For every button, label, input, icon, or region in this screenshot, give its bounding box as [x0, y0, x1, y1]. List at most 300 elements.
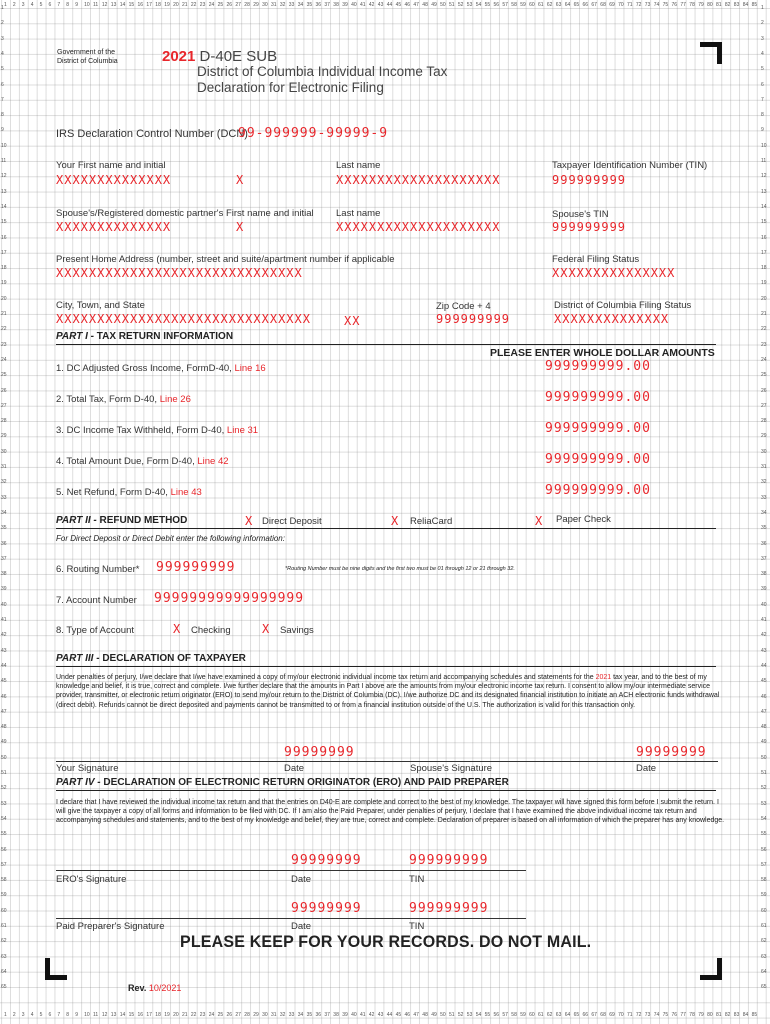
- ruler-number: 74: [653, 1012, 660, 1018]
- ruler-number: 3: [1, 35, 4, 42]
- spouse-last-name-label: Last name: [336, 208, 381, 219]
- ruler-number: 1: [4, 2, 7, 8]
- ruler-number: 14: [119, 1012, 126, 1018]
- ruler-number: 57: [1, 861, 7, 868]
- ruler-number: 6: [48, 2, 52, 8]
- ruler-number: 20: [173, 2, 179, 8]
- ero-date-value[interactable]: 99999999: [291, 853, 362, 868]
- ruler-number: 39: [1, 586, 7, 593]
- ruler-number: 45: [395, 1012, 402, 1018]
- taxpayer-signature-line: [56, 761, 718, 762]
- ruler-number: 20: [173, 1012, 179, 1018]
- account-type-label: 8. Type of Account: [56, 625, 134, 636]
- ruler-number: 82: [724, 2, 731, 8]
- state-value[interactable]: XX: [344, 314, 361, 328]
- ruler-number: 15: [128, 2, 135, 8]
- ruler-number: 51: [1, 770, 7, 776]
- ruler-number: 22: [1, 326, 7, 333]
- ruler-number: 8: [66, 2, 70, 8]
- ruler-number: 13: [1, 188, 7, 195]
- preparer-date-value[interactable]: 99999999: [291, 901, 362, 916]
- ruler-number: 13: [761, 188, 767, 195]
- ruler-number: 1: [761, 5, 764, 11]
- ruler-number: 42: [761, 632, 767, 639]
- spouse-date-value[interactable]: 99999999: [636, 745, 707, 760]
- ruler-number: 41: [360, 1012, 366, 1018]
- ruler-number: 29: [761, 433, 767, 440]
- ruler-number: 37: [761, 555, 767, 562]
- ruler-number: 34: [297, 1012, 304, 1018]
- ruler-number: 3: [21, 1012, 25, 1018]
- ruler-number: 8: [1, 112, 4, 119]
- dc-status-value[interactable]: XXXXXXXXXXXXXX: [554, 312, 670, 326]
- tin-label: Taxpayer Identification Number (TIN): [552, 160, 708, 171]
- ruler-number: 25: [217, 1012, 224, 1018]
- ruler-number: 65: [1, 984, 7, 991]
- ruler-number: 39: [342, 2, 348, 8]
- line5-label: [56, 487, 202, 498]
- ruler-number: 46: [404, 2, 411, 8]
- ruler-number: 38: [333, 2, 339, 8]
- last-name-value[interactable]: XXXXXXXXXXXXXXXXXXXX: [336, 173, 501, 187]
- ero-date-label: Date: [291, 874, 312, 885]
- ruler-number: 5: [761, 66, 764, 73]
- ruler-number: 53: [466, 2, 473, 8]
- account-value[interactable]: 99999999999999999: [154, 591, 305, 606]
- form-year: 2021: [162, 48, 196, 65]
- ruler-number: 65: [573, 2, 580, 8]
- ruler-number: 47: [761, 708, 767, 715]
- ruler-number: 83: [733, 1012, 740, 1018]
- records-notice: PLEASE KEEP FOR YOUR RECORDS. DO NOT MAIL.: [180, 932, 592, 951]
- ruler-number: 34: [297, 2, 304, 8]
- ruler-number: 10: [1, 142, 7, 149]
- ruler-number: 24: [761, 356, 767, 363]
- ruler-number: 51: [449, 2, 455, 8]
- zip-label: Zip Code + 4: [436, 301, 491, 312]
- city-value[interactable]: XXXXXXXXXXXXXXXXXXXXXXXXXXXXXXX: [56, 312, 311, 326]
- ruler-number: 62: [1, 938, 7, 945]
- dcn-value[interactable]: 99-999999-99999-9: [238, 126, 389, 141]
- ruler-number: 26: [226, 1012, 233, 1018]
- ruler-number: 83: [733, 2, 740, 8]
- ruler-number: 33: [288, 1012, 295, 1018]
- part2-title: REFUND METHOD: [99, 515, 188, 526]
- line4-ref: Line 42: [197, 456, 229, 467]
- federal-status-value[interactable]: XXXXXXXXXXXXXXX: [552, 266, 676, 280]
- ruler-number: 7: [57, 1012, 61, 1018]
- ruler-number: 1: [4, 1012, 7, 1018]
- zip-value[interactable]: 999999999: [436, 312, 511, 326]
- line5-value[interactable]: 999999999.00: [545, 483, 651, 498]
- line4-number: 4.: [56, 456, 64, 467]
- line3-value[interactable]: 999999999.00: [545, 421, 651, 436]
- ruler-number: 40: [351, 2, 357, 8]
- ruler-number: 59: [520, 2, 526, 8]
- ruler-number: 69: [609, 2, 615, 8]
- revision-value: 10/2021: [148, 983, 182, 993]
- ruler-number: 39: [342, 1012, 348, 1018]
- ruler-number: 80: [707, 2, 713, 8]
- line2-label: [56, 394, 191, 405]
- ruler-number: 18: [155, 1012, 161, 1018]
- ruler-number: 40: [351, 1012, 357, 1018]
- ruler-number: 24: [208, 2, 215, 8]
- ruler-number: 36: [1, 540, 7, 547]
- ruler-number: 19: [761, 280, 767, 287]
- ruler-number: 21: [182, 1012, 188, 1018]
- ruler-number: 49: [761, 739, 767, 746]
- ruler-number: 24: [1, 356, 7, 363]
- ruler-number: 62: [761, 938, 767, 945]
- ruler-number: 5: [1, 66, 4, 73]
- spouse-tin-label: Spouse's TIN: [552, 209, 609, 220]
- ruler-number: 81: [716, 1012, 722, 1018]
- ruler-number: 56: [1, 846, 7, 853]
- agency-line-2: District of Columbia: [57, 58, 118, 65]
- ruler-number: 16: [137, 2, 144, 8]
- ruler-number: 61: [1, 923, 7, 929]
- ruler-number: 4: [30, 1012, 34, 1018]
- ruler-number: 25: [217, 2, 224, 8]
- ruler-number: 42: [368, 2, 375, 8]
- ruler-number: 44: [1, 662, 7, 669]
- line1-value[interactable]: 999999999.00: [545, 359, 651, 374]
- ruler-number: 65: [573, 1012, 580, 1018]
- preparer-signature-line: [56, 918, 526, 919]
- reliacard-label: ReliaCard: [410, 516, 453, 527]
- part3-rule: [56, 666, 716, 667]
- line3-ref: Line 31: [226, 425, 259, 436]
- first-name-value[interactable]: XXXXXXXXXXXXXX: [56, 173, 172, 187]
- ruler-number: 54: [475, 1012, 482, 1018]
- ruler-number: 31: [271, 1012, 277, 1018]
- paper-check-mark[interactable]: X: [535, 514, 544, 528]
- declaration-text-b: tax year, and to the best of my knowledge and belief, it is true, correct and complete. I/we further declare that the amounts in Part I above are the amounts from my/our electronic income tax return. I consent to allow my/our intermediate service provider, transmitter, or electronic return originator (ERO) to send my/our return to the District of Columbia (DC). I/we authorize DC and its designated financial institution to initiate an ACH electronic funds withdrawal (direct debit). Refunds cannot be direct deposited and payments cannot be transmitted to or from a financial institution outside of the U.S. The authorization is valid for this transaction only.: [56, 674, 720, 709]
- ruler-number: 10: [84, 2, 90, 8]
- ruler-number: 48: [422, 2, 428, 8]
- ruler-number: 2: [12, 2, 16, 8]
- ruler-number: 77: [680, 2, 686, 8]
- ruler-number: 16: [137, 1012, 144, 1018]
- your-signature-label: Your Signature: [56, 763, 119, 774]
- ruler-number: 31: [761, 464, 767, 470]
- ruler-number: 74: [653, 2, 660, 8]
- address-label: Present Home Address (number, street and suite/apartment number if applicable: [56, 254, 395, 265]
- ruler-number: 17: [146, 2, 152, 8]
- ruler-number: 14: [761, 203, 767, 210]
- spouse-last-name-value[interactable]: XXXXXXXXXXXXXXXXXXXX: [336, 220, 501, 234]
- ruler-number: 85: [751, 2, 758, 8]
- address-value[interactable]: XXXXXXXXXXXXXXXXXXXXXXXXXXXXXX: [56, 266, 303, 280]
- ruler-number: 67: [591, 1012, 597, 1018]
- ruler-number: 36: [315, 1012, 322, 1018]
- paper-check-label: Paper Check: [556, 514, 611, 525]
- reliacard-mark[interactable]: X: [391, 514, 400, 528]
- ruler-number: 46: [761, 693, 767, 700]
- part3-number: PART III -: [56, 653, 100, 664]
- line5-number: 5.: [56, 487, 64, 498]
- ruler-number: 23: [199, 1012, 206, 1018]
- ruler-number: 19: [164, 2, 170, 8]
- checking-label: Checking: [191, 625, 231, 636]
- ruler-number: 28: [244, 1012, 250, 1018]
- ruler-number: 77: [680, 1012, 686, 1018]
- ruler-number: 26: [226, 2, 233, 8]
- ruler-number: 47: [1, 708, 7, 715]
- ruler-number: 36: [315, 2, 322, 8]
- ruler-number: 45: [395, 2, 402, 8]
- ruler-number: 27: [235, 2, 241, 8]
- ruler-number: 76: [671, 2, 678, 8]
- ruler-number: 27: [235, 1012, 241, 1018]
- line4-text: Total Amount Due, Form D-40,: [66, 456, 195, 467]
- ruler-number: 13: [110, 1012, 117, 1018]
- tin-value[interactable]: 999999999: [552, 173, 627, 187]
- ruler-number: 85: [751, 1012, 758, 1018]
- routing-label: 6. Routing Number*: [56, 564, 140, 575]
- line4-value[interactable]: 999999999.00: [545, 452, 651, 467]
- preparer-date-label: Date: [291, 921, 312, 932]
- line2-value[interactable]: 999999999.00: [545, 390, 651, 405]
- direct-deposit-mark[interactable]: X: [245, 514, 254, 528]
- part4-title: DECLARATION OF ELECTRONIC RETURN ORIGINATOR (ERO) AND PAID PREPARER: [103, 777, 509, 788]
- ruler-number: 21: [1, 311, 7, 317]
- ruler-number: 54: [761, 815, 767, 822]
- ruler-number: 30: [1, 448, 7, 455]
- ruler-number: 19: [1, 280, 7, 287]
- ruler-number: 56: [761, 846, 767, 853]
- line2-number: 2.: [56, 394, 64, 405]
- ruler-number: 41: [1, 617, 7, 623]
- ruler-number: 43: [377, 1012, 384, 1018]
- ruler-number: 64: [1, 968, 7, 975]
- ruler-number: 5: [39, 2, 43, 8]
- ruler-number: 12: [1, 173, 7, 180]
- ruler-number: 29: [253, 1012, 259, 1018]
- ruler-number: 25: [1, 372, 7, 379]
- ruler-number: 19: [164, 1012, 170, 1018]
- ruler-number: 66: [582, 1012, 589, 1018]
- line3-label: [56, 425, 258, 436]
- ruler-number: 25: [761, 372, 767, 379]
- left-ruler: [1, 0, 11, 1024]
- ruler-number: 49: [1, 739, 7, 746]
- revision: [128, 983, 181, 993]
- ruler-number: 45: [761, 678, 767, 685]
- ruler-number: 42: [368, 1012, 375, 1018]
- ruler-number: 4: [30, 2, 34, 8]
- part1-number: PART I -: [56, 331, 94, 342]
- ruler-number: 21: [182, 2, 188, 8]
- last-name-label: Last name: [336, 160, 381, 171]
- ruler-number: 59: [1, 892, 7, 899]
- ruler-number: 16: [761, 234, 767, 241]
- ruler-number: 32: [279, 1012, 286, 1018]
- ruler-number: 41: [761, 617, 767, 623]
- ruler-number: 35: [1, 525, 7, 532]
- ruler-number: 3: [21, 2, 25, 8]
- ruler-number: 58: [511, 2, 517, 8]
- line1-label: [56, 363, 266, 374]
- ruler-number: 47: [413, 1012, 419, 1018]
- ruler-number: 12: [101, 1012, 108, 1018]
- deposit-instruction: For Direct Deposit or Direct Debit enter the following information:: [56, 534, 285, 543]
- ruler-number: 9: [75, 2, 78, 8]
- corner-mark-top-right: [700, 42, 722, 64]
- ruler-number: 44: [386, 1012, 393, 1018]
- ruler-number: 42: [1, 632, 7, 639]
- ruler-number: 72: [635, 1012, 642, 1018]
- ruler-number: 18: [761, 265, 767, 272]
- ruler-number: 6: [1, 81, 4, 88]
- ruler-number: 51: [761, 770, 767, 776]
- ruler-number: 62: [546, 1012, 553, 1018]
- ruler-number: 28: [1, 418, 7, 425]
- ero-tin-value[interactable]: 999999999: [409, 853, 489, 868]
- ruler-number: 72: [635, 2, 642, 8]
- ruler-number: 9: [761, 127, 764, 134]
- revision-label: Rev.: [128, 983, 147, 993]
- ruler-number: 63: [555, 1012, 562, 1018]
- ruler-number: 7: [761, 96, 764, 103]
- ruler-number: 79: [698, 2, 704, 8]
- ruler-number: 58: [1, 877, 7, 884]
- ruler-number: 75: [662, 1012, 669, 1018]
- ruler-number: 67: [591, 2, 597, 8]
- ruler-number: 62: [546, 2, 553, 8]
- part3-header: [56, 653, 246, 664]
- federal-status-label: Federal Filing Status: [552, 254, 640, 265]
- ruler-number: 30: [761, 448, 767, 455]
- ruler-number: 4: [761, 50, 764, 57]
- ruler-number: 41: [360, 2, 366, 8]
- account-label: 7. Account Number: [56, 595, 137, 606]
- ruler-number: 36: [761, 540, 767, 547]
- ruler-number: 73: [644, 2, 651, 8]
- routing-value[interactable]: 999999999: [156, 560, 236, 575]
- ruler-number: 54: [475, 2, 482, 8]
- ero-signature-line: [56, 870, 526, 871]
- ruler-number: 27: [761, 402, 767, 409]
- ruler-number: 18: [1, 265, 7, 272]
- ruler-number: 48: [422, 1012, 428, 1018]
- ruler-number: 38: [1, 571, 7, 578]
- ruler-number: 28: [244, 2, 250, 8]
- spouse-initial-value[interactable]: X: [236, 220, 245, 234]
- ruler-number: 40: [1, 601, 7, 608]
- ruler-number: 27: [1, 402, 7, 409]
- taxpayer-declaration-text: [56, 673, 728, 710]
- ruler-number: 21: [761, 311, 767, 317]
- ruler-number: 55: [484, 1012, 491, 1018]
- ruler-number: 5: [39, 1012, 43, 1018]
- ruler-number: 70: [618, 2, 624, 8]
- ruler-number: 13: [110, 2, 117, 8]
- ruler-number: 24: [208, 1012, 215, 1018]
- ruler-number: 55: [761, 831, 767, 838]
- ruler-number: 30: [262, 2, 268, 8]
- ruler-number: 34: [761, 509, 767, 516]
- ruler-number: 7: [57, 2, 61, 8]
- ruler-number: 52: [1, 785, 7, 792]
- ero-tin-label: TIN: [409, 874, 425, 885]
- ruler-number: 48: [1, 724, 7, 731]
- bottom-ruler: [0, 1012, 770, 1022]
- ruler-number: 51: [449, 1012, 455, 1018]
- ruler-number: 23: [199, 2, 206, 8]
- ruler-number: 6: [761, 81, 764, 88]
- ruler-number: 60: [1, 907, 7, 914]
- spouse-first-name-value[interactable]: XXXXXXXXXXXXXX: [56, 220, 172, 234]
- ruler-number: 35: [306, 2, 313, 8]
- ruler-number: 37: [1, 555, 7, 562]
- ruler-number: 48: [761, 724, 767, 731]
- ruler-number: 64: [761, 968, 767, 975]
- ruler-number: 54: [1, 815, 7, 822]
- ruler-number: 49: [431, 2, 437, 8]
- part4-number: PART IV -: [56, 777, 101, 788]
- ruler-number: 30: [262, 1012, 268, 1018]
- ruler-number: 80: [707, 1012, 713, 1018]
- spouse-first-name-label: Spouse's/Registered domestic partner's First name and initial: [56, 208, 314, 219]
- ruler-number: 63: [1, 953, 7, 960]
- ruler-number: 61: [538, 2, 544, 8]
- ruler-number: 38: [761, 571, 767, 578]
- ruler-number: 38: [333, 1012, 339, 1018]
- ruler-number: 8: [761, 112, 764, 119]
- ruler-number: 50: [440, 1012, 446, 1018]
- ero-signature-label: ERO's Signature: [56, 874, 127, 885]
- ruler-number: 61: [761, 923, 767, 929]
- savings-mark[interactable]: X: [262, 622, 271, 636]
- ruler-number: 58: [761, 877, 767, 884]
- part3-title: DECLARATION OF TAXPAYER: [102, 653, 246, 664]
- checking-mark[interactable]: X: [173, 622, 182, 636]
- ruler-number: 64: [564, 1012, 571, 1018]
- corner-mark-bottom-right: [700, 958, 722, 980]
- ruler-number: 15: [1, 219, 7, 226]
- your-date-label: Date: [284, 763, 305, 774]
- preparer-tin-value[interactable]: 999999999: [409, 901, 489, 916]
- spouse-tin-value[interactable]: 999999999: [552, 220, 627, 234]
- ruler-number: 35: [761, 525, 767, 532]
- ruler-number: 60: [761, 907, 767, 914]
- ruler-number: 44: [761, 662, 767, 669]
- ruler-number: 79: [698, 1012, 704, 1018]
- ruler-number: 2: [12, 1012, 16, 1018]
- ero-declaration-text: I declare that I have reviewed the individual income tax return and that the entries on D40-E are complete and correct to the best of my knowledge. The taxpayer will have signed this form before I submit the return. I will give the taxpayer a copy of all forms and information to be filed with DC. If I am also the Paid Preparer, under penalties of perjury, I declare that I have examined the above individual income tax return and accompanying schedules and statements, and to the best of my knowledge and belief, they are true, correct and complete. Declaration of preparer is based on all information of which the preparer has any knowledge.: [56, 799, 725, 825]
- city-label: City, Town, and State: [56, 300, 145, 311]
- part1-title: TAX RETURN INFORMATION: [96, 331, 234, 342]
- ruler-number: 59: [761, 892, 767, 899]
- ruler-number: 2: [1, 20, 4, 27]
- ruler-number: 75: [662, 2, 669, 8]
- your-date-value[interactable]: 99999999: [284, 745, 355, 760]
- ruler-number: 16: [1, 234, 7, 241]
- form-title-line-2: Declaration for Electronic Filing: [197, 80, 384, 95]
- agency-name: [57, 48, 118, 66]
- ruler-number: 50: [440, 2, 446, 8]
- ruler-number: 57: [502, 1012, 508, 1018]
- initial-value[interactable]: X: [236, 173, 245, 187]
- ruler-number: 6: [48, 1012, 52, 1018]
- ruler-number: 56: [493, 1012, 500, 1018]
- part4-header: [56, 777, 509, 788]
- ruler-number: 23: [1, 341, 7, 348]
- ruler-number: 33: [1, 494, 7, 501]
- ruler-number: 68: [600, 2, 606, 8]
